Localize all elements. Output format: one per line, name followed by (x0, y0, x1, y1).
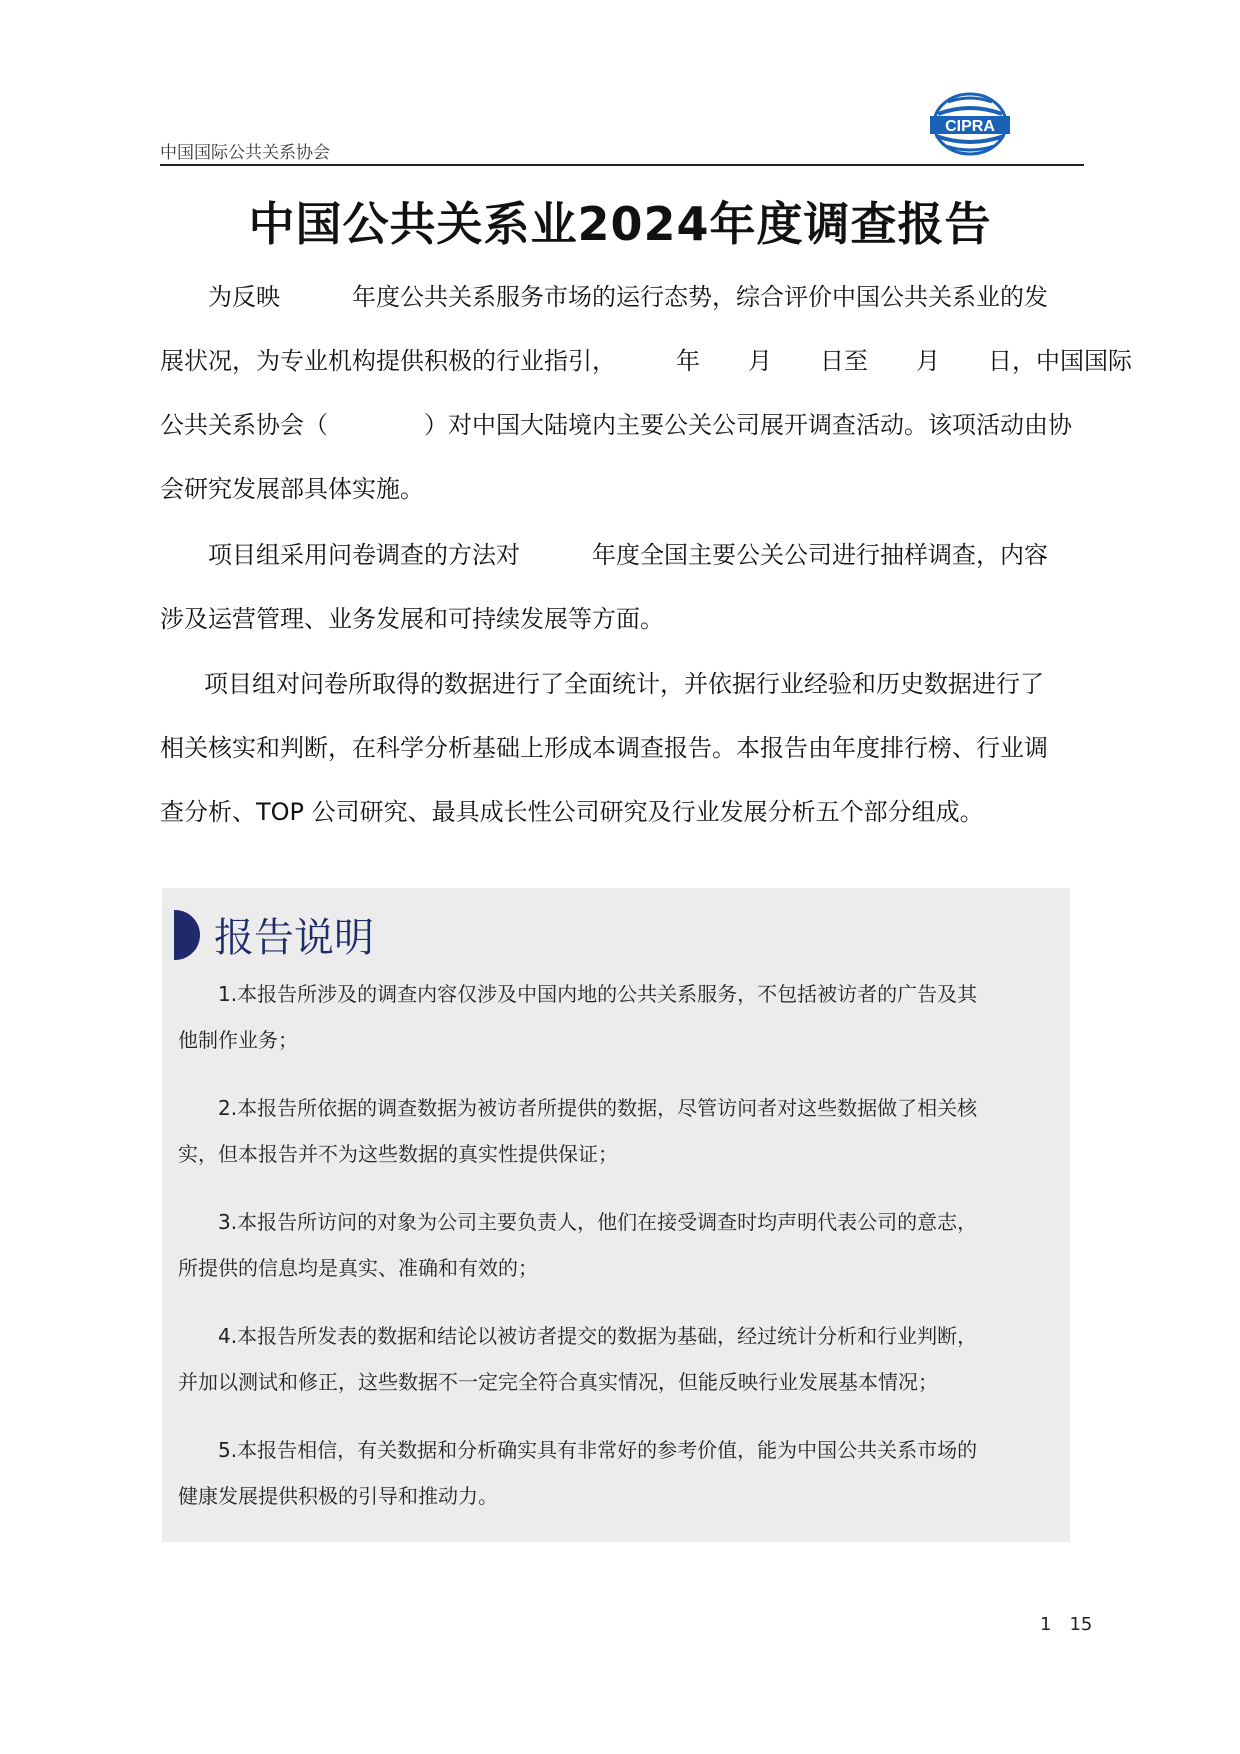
note-line: 所提供的信息均是真实、准确和有效的； (178, 1256, 538, 1280)
header-divider (160, 164, 1084, 166)
page-number: 1 15 (1040, 1614, 1093, 1635)
notes-title: 报告说明 (214, 915, 374, 961)
section-marker-icon (174, 910, 200, 960)
note-line: 健康发展提供积极的引导和推动力。 (178, 1484, 498, 1508)
note-line: 1.本报告所涉及的调查内容仅涉及中国内地的公共关系服务，不包括被访者的广告及其 (178, 982, 978, 1006)
paragraph-line: 展状况，为专业机构提供积极的行业指引， 年 月 日至 月 日，中国国际 (160, 347, 1132, 375)
note-line: 4.本报告所发表的数据和结论以被访者提交的数据为基础，经过统计分析和行业判断， (178, 1324, 978, 1348)
paragraph-line: 查分析、TOP 公司研究、最具成长性公司研究及行业发展分析五个部分组成。 (160, 798, 984, 826)
paragraph-line: 公共关系协会（ ）对中国大陆境内主要公关公司展开调查活动。该项活动由协 (160, 411, 1072, 439)
paragraph-line: 涉及运营管理、业务发展和可持续发展等方面。 (160, 605, 664, 633)
report-title: 中国公共关系业2024年度调查报告 (248, 197, 992, 251)
paragraph-line: 会研究发展部具体实施。 (160, 475, 424, 503)
paragraph-line: 相关核实和判断，在科学分析基础上形成本调查报告。本报告由年度排行榜、行业调 (160, 734, 1048, 762)
logo-text: CIPRA (945, 118, 995, 135)
report-notes-box (162, 888, 1070, 1542)
paragraph-line: 项目组采用问卷调查的方法对 年度全国主要公关公司进行抽样调查，内容 (208, 541, 1048, 569)
cipra-logo (926, 88, 1014, 158)
note-line: 5.本报告相信，有关数据和分析确实具有非常好的参考价值，能为中国公共关系市场的 (178, 1438, 978, 1462)
note-line: 他制作业务； (178, 1028, 298, 1052)
header-organization-name: 中国国际公共关系协会 (160, 143, 330, 163)
paragraph-line: 为反映 年度公共关系服务市场的运行态势，综合评价中国公共关系业的发 (208, 283, 1048, 311)
note-line: 并加以测试和修正，这些数据不一定完全符合真实情况，但能反映行业发展基本情况； (178, 1370, 938, 1394)
paragraph-line: 项目组对问卷所取得的数据进行了全面统计，并依据行业经验和历史数据进行了 (204, 670, 1044, 698)
note-line: 2.本报告所依据的调查数据为被访者所提供的数据，尽管访问者对这些数据做了相关核 (178, 1096, 978, 1120)
note-line: 3.本报告所访问的对象为公司主要负责人，他们在接受调查时均声明代表公司的意志， (178, 1210, 978, 1234)
note-line: 实，但本报告并不为这些数据的真实性提供保证； (178, 1142, 618, 1166)
